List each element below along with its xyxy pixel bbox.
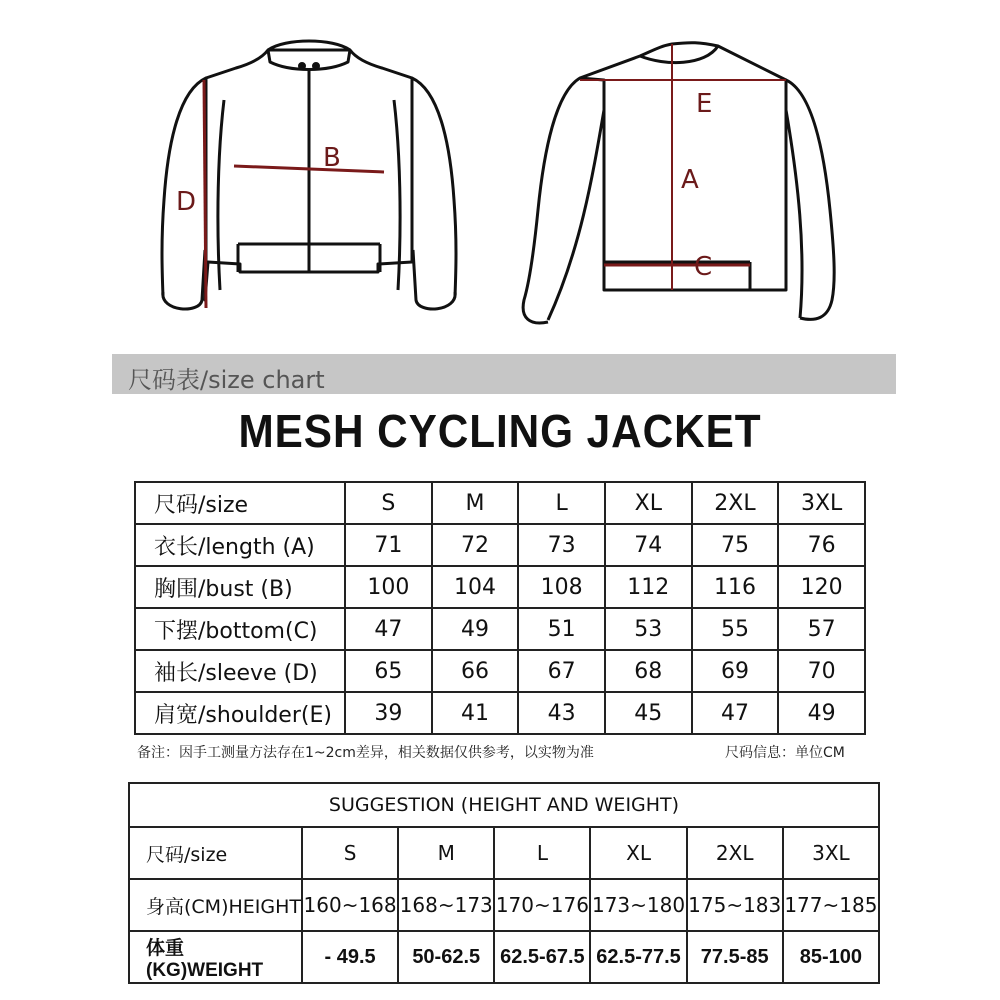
row-label: 下摆/bottom(C): [135, 608, 345, 650]
table-cell: 68: [605, 650, 692, 692]
table-cell: 112: [605, 566, 692, 608]
size-table: [134, 481, 866, 735]
table-header-row: [129, 827, 879, 879]
table-cell: 49: [432, 608, 519, 650]
table-cell: 120: [778, 566, 865, 608]
header-label: 尺码/size: [135, 482, 345, 524]
table-cell: 65: [345, 650, 432, 692]
table-cell: 71: [345, 524, 432, 566]
size-header: 3XL: [783, 827, 879, 879]
label-d: D: [176, 187, 197, 217]
suggestion-title: SUGGESTION (HEIGHT AND WEIGHT): [129, 783, 879, 827]
table-cell: 53: [605, 608, 692, 650]
label-c: C: [694, 252, 713, 282]
page-title: MESH CYCLING JACKET: [238, 405, 762, 457]
table-cell: 43: [518, 692, 605, 734]
row-label: 身高(CM)HEIGHT: [129, 879, 302, 931]
table-cell: 51: [518, 608, 605, 650]
measurement-note: 备注：因手工测量方法存在1~2cm差异，相关数据仅供参考，以实物为准: [137, 745, 594, 761]
size-chart-header-band: [112, 354, 896, 394]
table-cell: 85-100: [783, 931, 879, 983]
table-cell: 170~176: [494, 879, 590, 931]
table-cell: 74: [605, 524, 692, 566]
table-cell: 76: [778, 524, 865, 566]
jacket-back-drawing: [523, 43, 834, 323]
table-row: [135, 650, 865, 692]
table-cell: 62.5-67.5: [494, 931, 590, 983]
table-cell: 77.5-85: [687, 931, 783, 983]
table-cell: 72: [432, 524, 519, 566]
table-cell: 160~168: [302, 879, 398, 931]
measure-line-sleeve: [204, 80, 206, 308]
row-label: 衣长/length (A): [135, 524, 345, 566]
row-label: 体重(KG)WEIGHT: [129, 931, 302, 983]
table-cell: 116: [692, 566, 779, 608]
row-label: 胸围/bust (B): [135, 566, 345, 608]
table-cell: 55: [692, 608, 779, 650]
size-header: 2XL: [692, 482, 779, 524]
label-e: E: [696, 89, 713, 119]
row-label: 袖长/sleeve (D): [135, 650, 345, 692]
table-row: [135, 692, 865, 734]
size-header: S: [302, 827, 398, 879]
table-cell: 70: [778, 650, 865, 692]
label-b: B: [323, 143, 341, 173]
size-header: 3XL: [778, 482, 865, 524]
table-cell: 177~185: [783, 879, 879, 931]
table-cell: 47: [692, 692, 779, 734]
table-cell: 108: [518, 566, 605, 608]
table-cell: 67: [518, 650, 605, 692]
size-header: XL: [590, 827, 686, 879]
table-cell: 168~173: [398, 879, 494, 931]
jacket-measurement-diagram: [0, 0, 1000, 350]
table-cell: 49: [778, 692, 865, 734]
size-header: 2XL: [687, 827, 783, 879]
table-cell: 75: [692, 524, 779, 566]
row-label: 肩宽/shoulder(E): [135, 692, 345, 734]
table-cell: 173~180: [590, 879, 686, 931]
unit-note: 尺码信息：单位CM: [725, 745, 845, 761]
table-cell: - 49.5: [302, 931, 398, 983]
table-cell: 39: [345, 692, 432, 734]
size-header: M: [432, 482, 519, 524]
label-a: A: [681, 165, 699, 195]
table-cell: 104: [432, 566, 519, 608]
table-cell: 175~183: [687, 879, 783, 931]
table-cell: 50-62.5: [398, 931, 494, 983]
table-cell: 45: [605, 692, 692, 734]
table-header-row: [135, 482, 865, 524]
size-header: L: [494, 827, 590, 879]
table-cell: 62.5-77.5: [590, 931, 686, 983]
table-row: [129, 931, 879, 983]
table-row: [129, 879, 879, 931]
table-cell: 66: [432, 650, 519, 692]
size-header: S: [345, 482, 432, 524]
suggestion-title-row: [129, 783, 879, 827]
table-cell: 100: [345, 566, 432, 608]
size-header: XL: [605, 482, 692, 524]
table-cell: 41: [432, 692, 519, 734]
suggestion-table: [128, 782, 880, 984]
table-row: [135, 524, 865, 566]
table-cell: 47: [345, 608, 432, 650]
size-chart-header: 尺码表/size chart: [128, 366, 325, 394]
table-cell: 73: [518, 524, 605, 566]
table-cell: 69: [692, 650, 779, 692]
table-row: [135, 608, 865, 650]
size-header: M: [398, 827, 494, 879]
table-cell: 57: [778, 608, 865, 650]
size-header: L: [518, 482, 605, 524]
table-row: [135, 566, 865, 608]
header-label: 尺码/size: [129, 827, 302, 879]
